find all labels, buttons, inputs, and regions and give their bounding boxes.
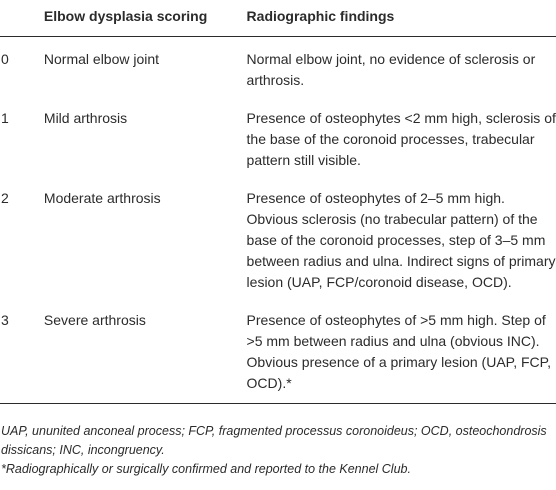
- cell-grade: 2: [1, 190, 9, 206]
- cell-scoring: Mild arthrosis: [43, 110, 128, 126]
- table-body: [0, 37, 556, 404]
- cell-scoring: Moderate arthrosis: [43, 190, 161, 206]
- table-row: [0, 177, 556, 299]
- header-findings: Radiographic findings: [247, 6, 556, 37]
- table-row: [0, 97, 556, 177]
- table-row: [0, 299, 556, 404]
- cell-grade: 0: [1, 51, 9, 67]
- header-row: [0, 6, 556, 37]
- header-scoring: [44, 6, 247, 37]
- cell-findings: Presence of osteophytes of 2–5 mm high. Obvious sclerosis (no trabecular pattern) of the base of the coronoid processes, step of 3–5 mm between radius and ulna. Indirect signs of primary lesion (UAP, FCP/coronoid disease, OCD).: [246, 190, 556, 290]
- table-header: [0, 6, 556, 37]
- table-footnotes: [1, 422, 553, 479]
- cell-grade: 1: [1, 110, 9, 126]
- cell-findings: Presence of osteophytes <2 mm high, sclerosis of the base of the coronoid processes, trabecular pattern still visible.: [246, 110, 556, 168]
- table-row: [0, 37, 556, 98]
- cell-scoring: Severe arthrosis: [44, 299, 247, 404]
- footnote-note: *Radiographically or surgically confirmed and reported to the Kennel Club.: [1, 462, 411, 476]
- header-scoring-label: Elbow dysplasia scoring: [43, 8, 208, 24]
- cell-grade: 3: [0, 299, 44, 404]
- cell-findings: Normal elbow joint, no evidence of sclerosis or arthrosis.: [246, 51, 536, 88]
- header-grade: [0, 6, 44, 37]
- cell-scoring: Normal elbow joint: [43, 51, 160, 67]
- footnote-abbreviations: UAP, ununited anconeal process; FCP, fragmented processus coronoideus; OCD, osteochondrosis dissicans; INC, incongruency.: [1, 424, 547, 457]
- elbow-dysplasia-table: [0, 6, 556, 404]
- cell-findings: Presence of osteophytes of >5 mm high. Step of >5 mm between radius and ulna (obvious INC). Obvious presence of a primary lesion (UAP, FCP, OCD).*: [247, 299, 556, 404]
